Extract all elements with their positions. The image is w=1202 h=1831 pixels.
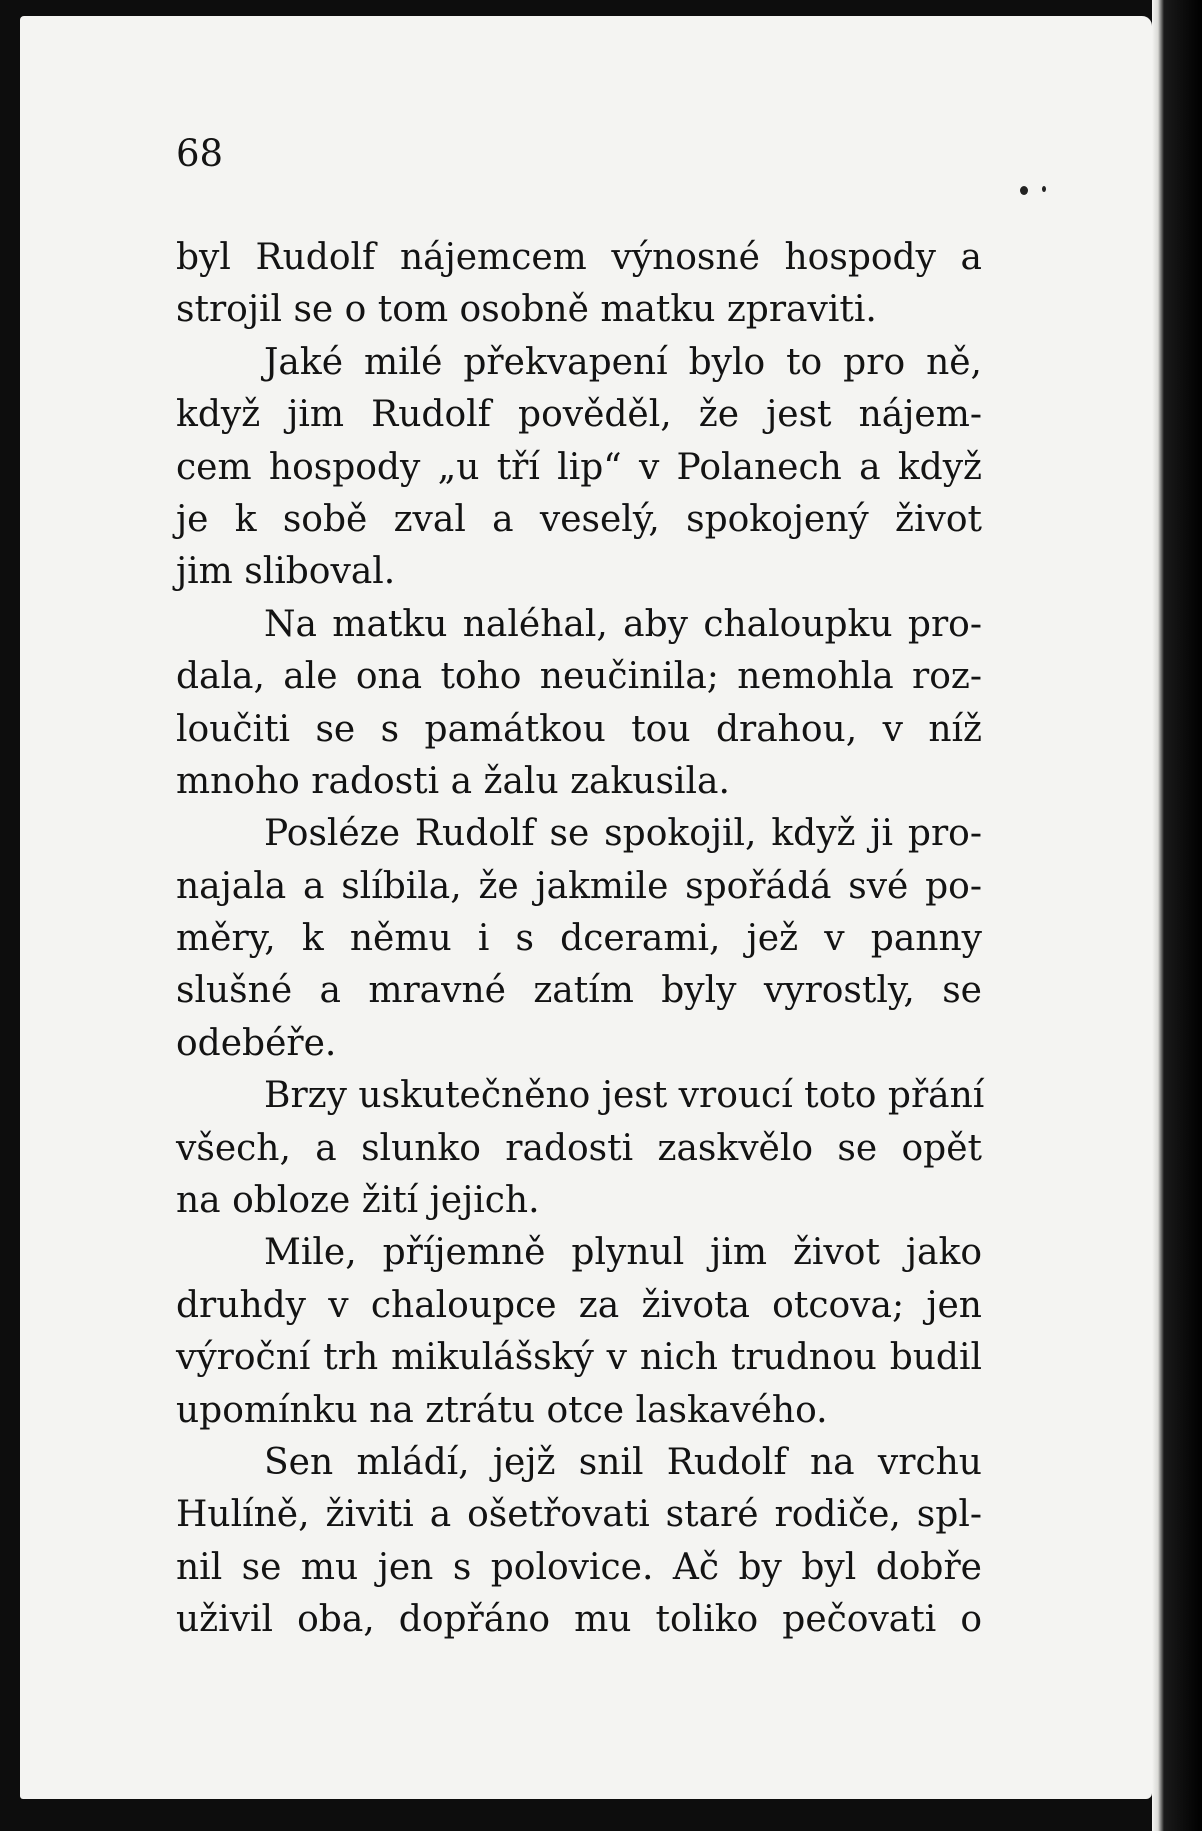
text-line: všech, a slunko radosti zaskvělo se opět xyxy=(176,1127,982,1169)
text-line: mnoho radosti a žalu zakusila. xyxy=(176,760,730,802)
text-line: dala, ale ona toho neučinila; nemohla roz- xyxy=(176,656,982,698)
text-line: Mile, příjemně plynul jim život jako xyxy=(264,1232,982,1274)
text-line: výroční trh mikulášský v nich trudnou budil xyxy=(176,1337,982,1379)
text-line: strojil se o tom osobně matku zpraviti. xyxy=(176,289,877,331)
text-line: Sen mládí, jejž snil Rudolf na vrchu xyxy=(264,1441,982,1483)
text-line: uživil oba, dopřáno mu toliko pečovati o xyxy=(176,1599,982,1641)
ink-speck xyxy=(1020,186,1028,195)
text-line: byl Rudolf nájemcem výnosné hospody a xyxy=(176,237,982,278)
text-line: Hulíně, živiti a ošetřovati staré rodiče, spl- xyxy=(176,1494,982,1536)
text-line: upomínku na ztrátu otce laskavého. xyxy=(176,1389,828,1431)
text-line: slušné a mravné zatím byly vyrostly, se xyxy=(176,970,982,1012)
text-line: druhdy v chaloupce za života otcova; jen xyxy=(176,1284,982,1326)
text-line: loučiti se s památkou tou drahou, v níž xyxy=(176,708,982,750)
body-text xyxy=(176,232,985,1647)
text-line: Jaké milé překvapení bylo to pro ně, xyxy=(264,341,982,383)
ink-speck xyxy=(1042,186,1046,192)
text-line: nil se mu jen s polovice. Ač by byl dobře xyxy=(176,1546,982,1588)
page-edge-shadow xyxy=(1152,0,1202,1831)
page-number: 68 xyxy=(176,132,224,175)
text-line: najala a slíbila, že jakmile spořádá své po- xyxy=(176,865,982,907)
text-line: odebéře. xyxy=(176,1022,337,1064)
text-line: cem hospody „u tří lip“ v Polanech a když xyxy=(176,446,982,488)
text-line: jim sliboval. xyxy=(176,551,396,593)
text-line: Posléze Rudolf se spokojil, když ji pro- xyxy=(264,813,982,855)
text-line: Brzy uskutečněno jest vroucí toto přání xyxy=(264,1075,985,1117)
text-line: Na matku naléhal, aby chaloupku pro- xyxy=(264,603,982,645)
text-line: měry, k němu i s dcerami, jež v panny xyxy=(176,918,982,960)
text-line: na obloze žití jejich. xyxy=(176,1180,540,1222)
text-line: když jim Rudolf pověděl, že jest nájem- xyxy=(176,394,982,436)
text-line: je k sobě zval a veselý, spokojený život xyxy=(176,498,982,540)
